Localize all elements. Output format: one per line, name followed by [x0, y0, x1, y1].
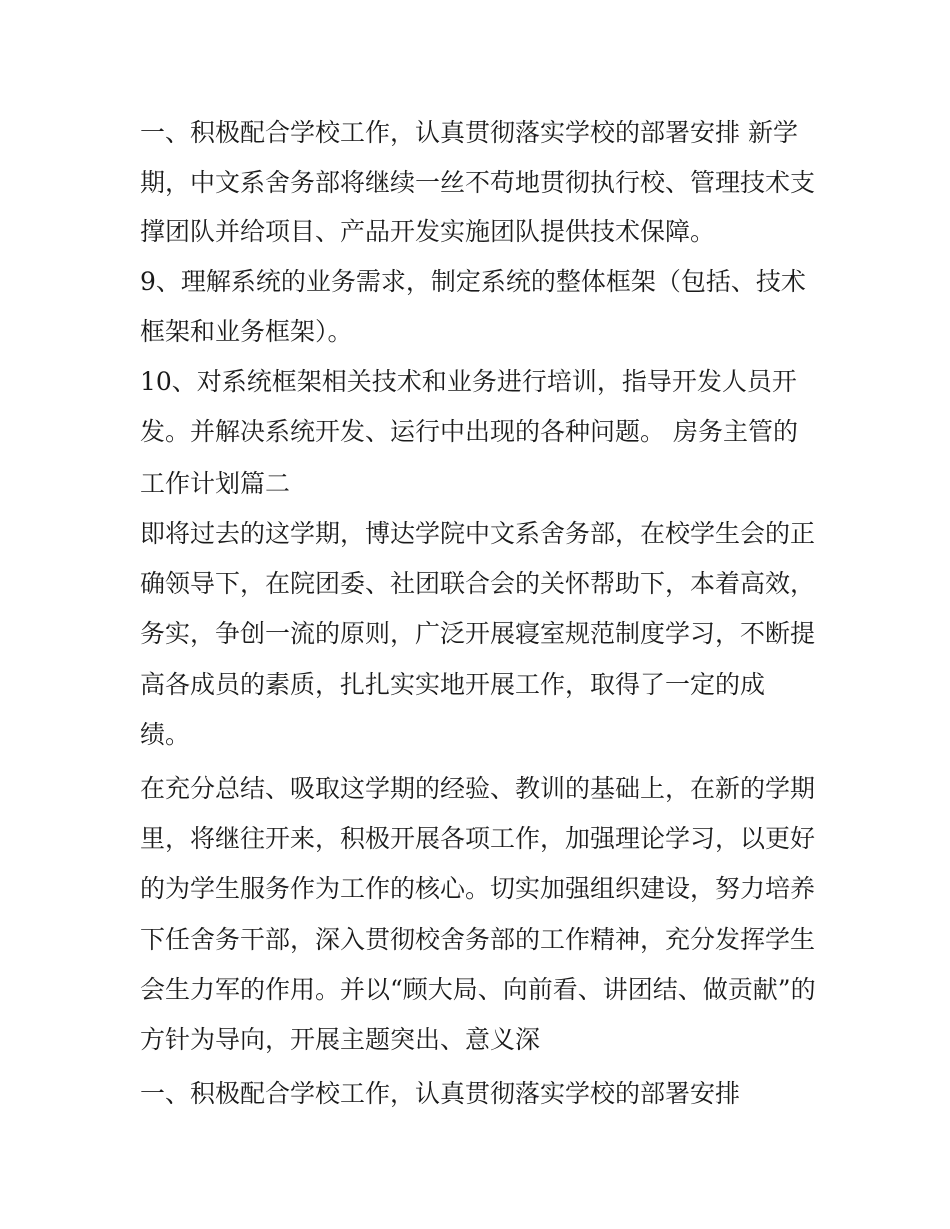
text-line: 框架和业务框架）。 [140, 317, 353, 346]
text-line: 里，将继往开来，积极开展各项工作，加强理论学习，以更好 [140, 824, 816, 853]
text-line: 即将过去的这学期，博达学院中文系舍务部，在校学生会的正 [140, 519, 816, 548]
section-heading: 工作计划篇二 [140, 469, 291, 498]
text-line: 绩。 [140, 720, 191, 749]
text-line: 9、理解系统的业务需求，制定系统的整体框架（包括、技术 [140, 267, 806, 296]
text-line: 一、积极配合学校工作，认真贯彻落实学校的部署安排 新学 [140, 118, 798, 147]
text-line: 高各成员的素质，扎扎实实地开展工作，取得了一定的成 [140, 670, 766, 699]
text-line: 方针为导向，开展主题突出、意义深 [140, 1025, 541, 1054]
text-line: 期，中文系舍务部将继续一丝不苟地贯彻执行校、管理技术支 [140, 168, 816, 197]
text-line: 一、积极配合学校工作，认真贯彻落实学校的部署安排 [140, 1079, 741, 1108]
text-line: 下任舍务干部，深入贯彻校舍务部的工作精神，充分发挥学生 [140, 925, 816, 954]
text-line: 发。并解决系统开发、运行中出现的各种问题。 房务主管的 [140, 417, 798, 446]
text-line: 务实，争创一流的原则，广泛开展寝室规范制度学习，不断提 [140, 619, 816, 648]
text-line: 的为学生服务作为工作的核心。切实加强组织建设，努力培养 [140, 874, 816, 903]
text-line: 会生力军的作用。并以“顾大局、向前看、讲团结、做贡献”的 [140, 975, 816, 1004]
text-line: 在充分总结、吸取这学期的经验、教训的基础上，在新的学期 [140, 774, 816, 803]
text-line: 确领导下，在院团委、社团联合会的关怀帮助下，本着高效， [140, 569, 816, 598]
text-line: 10、对系统框架相关技术和业务进行培训，指导开发人员开 [140, 367, 797, 396]
text-line: 撑团队并给项目、产品开发实施团队提供技术保障。 [140, 217, 716, 246]
